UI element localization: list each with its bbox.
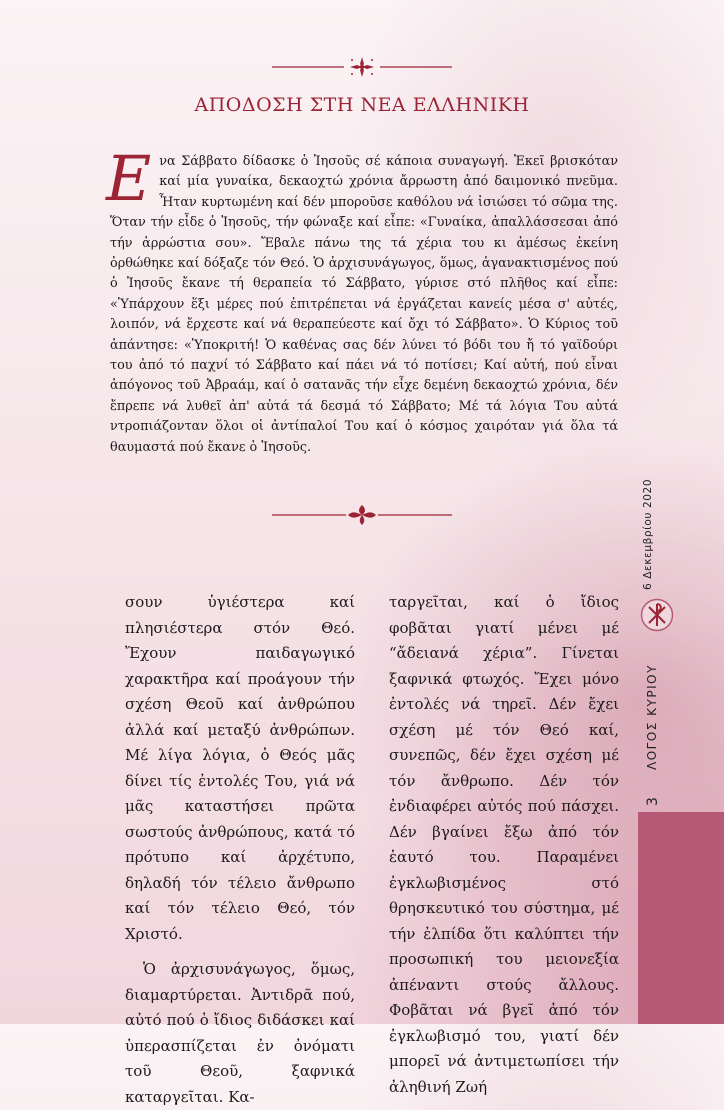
- translation-paragraph: [106, 142, 618, 458]
- left-text-column: [125, 590, 355, 1110]
- drop-cap: Ε: [106, 142, 152, 215]
- left-paragraph-1: σουν ὑγιέστερα καί πλησιέστερα στόν Θεό. Ἔχουν παιδαγωγικό χαρακτῆρα καί προάγουν τήν σχέση Θεοῦ καί ἀνθρώπου ἀλλά καί μεταξύ ἀνθρώπων. Μέ λίγα λόγια, ὁ Θεός μᾶς δίνει τίς ἐντολές Του, γιά νά μᾶς καταστήσει πρῶτα σωστούς ἀνθρώπους, κατά τό πρότυπο καί ἀρχέτυπο, δηλαδή τόν τέλειο ἄνθρωπο καί τόν τέλειο Θεό, τόν Χριστό.: [125, 593, 355, 943]
- journal-title: ΛΟΓΟΣ ΚΥΡΙΟΥ: [645, 664, 659, 770]
- chi-rho-logo-icon: [640, 598, 674, 632]
- section-heading: ΑΠΟΔΟΣΗ ΣΤΗ ΝΕΑ ΕΛΛΗΝΙΚΗ: [194, 94, 530, 116]
- translation-text: να Σάββατο δίδασκε ὁ Ἰησοῦς σέ κάποια συναγωγή. Ἐκεῖ βρισκόταν καί μία γυναίκα, δεκαοχτώ χρόνια ἄρρωστη ἀπό δαιμονικό πνεῦμα. Ἦταν κυρτωμένη καί δέν μποροῦσε καθόλου νά ἰσιώσει τό σῶμα της. Ὅταν τήν εἶδε ὁ Ἰησοῦς, τήν φώναξε καί εἶπε: «Γυναίκα, ἀπαλλάσσεσαι ἀπό τήν ἀρρώστια σου». Ἔβαλε πάνω της τά χέρια του κι ἀμέσως ἐκείνη ὀρθώθηκε καί δόξαζε τόν Θεό. Ὁ ἀρχισυνάγωγος, ὅμως, ἀγανακτισμένος πού ὁ Ἰησοῦς ἔκανε τή θεραπεία τό Σάββατο, γύρισε στό πλῆθος καί εἶπε: «Ὑπάρχουν ἕξι μέρες πού ἐπιτρέπεται νά ἐργάζεται κανείς μέσα σ' αὐτές, λοιπόν, νά ἔρχεστε καί νά θεραπεύεστε καί ὄχι τό Σάββατο». Ὁ Κύριος τοῦ ἀπάντησε: «Ὑποκριτή! Ὁ καθένας σας δέν λύνει τό βόδι του ἤ τό γαϊδούρι του ἀπό τό παχνί τό Σάββατο καί πάει νά τό ποτίσει; Καί αὐτή, πού εἶναι ἀπόγονος τοῦ Ἀβραάμ, καί ὁ σατανᾶς τήν εἶχε δεμένη δεκαοχτώ χρόνια, δέν ἔπρεπε νά λυθεῖ ἀπ' αὐτά τά δεσμά τό Σάββατο; Μέ τά λόγια Του αὐτά ντροπιάζονταν ὅλοι οἱ ἀντίπαλοί Του καί ὁ κόσμος χαιρόταν γιά ὅλα τά θαυμαστά πού ἔκανε ὁ Ἰησοῦς.: [110, 154, 618, 455]
- left-paragraph-2: Ὁ ἀρχισυνάγωγος, ὅμως, διαμαρτύρεται. Ἀντιδρᾶ πού, αὐτό πού ὁ ἴδιος διδάσκει καί ὑπερασπίζεται ἐν ὀνόματι τοῦ Θεοῦ, ξαφνικά καταργεῖται. Κα-: [125, 960, 355, 1106]
- middle-ornament-divider: [0, 503, 724, 527]
- issue-date: 6 Δεκεμβρίου 2020: [642, 478, 654, 590]
- page-number: 3: [645, 797, 661, 806]
- top-ornament-divider: [0, 55, 724, 79]
- right-paragraph-1: ταργεῖται, καί ὁ ἴδιος φοβᾶται γιατί μένει μέ “ἄδειανά χέρια”. Γίνεται ξαφνικά φτωχός. Ἔχει μόνο ἐντολές νά τηρεῖ. Δέν ἔχει σχέση μέ τόν Θεό καί, συνεπῶς, δέν ἔχει σχέση μέ τόν ἄνθρωπο. Δέν τόν ἐνδιαφέρει αὐτός πού πάσχει. Δέν βγαίνει ἔξω ἀπό τόν ἑαυτό του. Παραμένει ἐγκλωβισμένος στό θρησκευτικό του σύστημα, μέ τήν ἐλπίδα ὅτι καλύπτει τήν προσωπική του μειονεξία ἀπέναντι στούς ἄλλους. Φοβᾶται νά βγεῖ ἀπό τόν ἐγκλωβισμό του, γιατί δέν μπορεῖ νά ἀντιμετωπίσει τήν ἀληθινή Ζωή: [389, 593, 619, 1096]
- corner-color-block: [638, 812, 724, 1024]
